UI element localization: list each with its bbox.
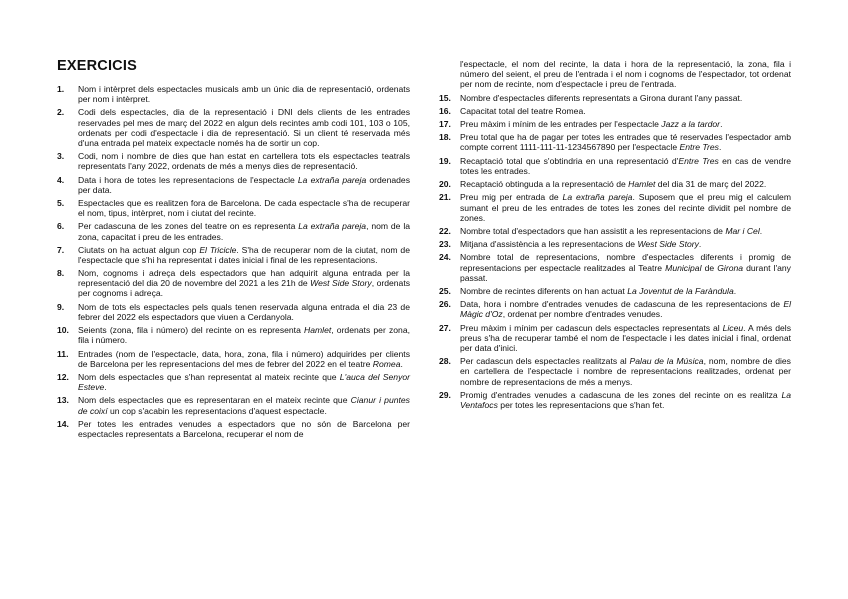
exercise-number: 3. (57, 151, 65, 162)
exercise-item (439, 299, 791, 319)
exercise-14-continuation: l'espectacle, el nom del recinte, la data i hora de la representació, la zona, fila i número del seient, el preu de l'entrada i el nom i cognoms de l'espectador, tot ordenat per nom de recinte, nom d'espectacle i preu de l'entrada. (460, 59, 791, 90)
exercise-item (439, 390, 791, 410)
page-title: EXERCICIS (57, 58, 137, 74)
exercise-number: 23. (439, 239, 451, 250)
exercise-text: Codi, nom i nombre de dies que han estat en cartellera tots els espectacles teatrals representats l'any 2022, ordenats de més a menys dies de representació. (78, 151, 410, 172)
exercise-number: 29. (439, 389, 451, 400)
exercise-text: Nom de tots els espectacles pels quals tenen reservada alguna entrada el dia 23 de febrer del 2022 els espectadors que viuen a Cerdanyola. (78, 301, 410, 322)
exercise-text: Nombre total d'espectadors que han assistit a les representacions de Mar i Cel. (460, 225, 763, 236)
exercise-number: 15. (439, 92, 451, 103)
exercise-item (57, 268, 410, 298)
exercise-number: 9. (57, 301, 65, 312)
exercise-text: Ciutats on ha actuat algun cop El Tricicle. S'ha de recuperar nom de la ciutat, nom de l'espectacle que s'hi ha representat i dates inicial i final de les representacions. (78, 244, 410, 265)
exercise-item (439, 252, 791, 282)
exercise-number: 8. (57, 268, 65, 279)
exercise-text: Per cadascun dels espectacles realitzats al Palau de la Música, nom, nombre de dies en cartellera de l'espectacle i nombre de representacions realitzades, ordenat per nombre de representacions de més a menys. (460, 356, 791, 387)
exercise-text: Seients (zona, fila i número) del recinte on es representa Hamlet, ordenats per zona, fila i número. (78, 325, 410, 346)
exercise-number: 5. (57, 197, 65, 208)
exercise-number: 1. (57, 84, 65, 94)
exercise-number: 2. (57, 107, 65, 118)
exercise-text: Data i hora de totes les representacions de l'espectacle La extraña pareja ordenades per data. (78, 174, 410, 195)
exercise-number: 14. (57, 418, 69, 429)
exercise-list-left (57, 84, 410, 442)
exercise-number: 11. (57, 348, 69, 359)
exercise-number: 17. (439, 119, 451, 130)
exercise-item (57, 245, 410, 265)
exercise-number: 26. (439, 299, 451, 310)
exercise-number: 10. (57, 325, 69, 336)
exercise-text: Preu màxim i mínim per cadascun dels espectacles representats al Liceu. A més dels preus s'ha de recuperar també el nom de l'espectacle i les dates inicial i final, ordenat per data d'inici. (460, 322, 791, 353)
exercise-number: 18. (439, 132, 451, 143)
exercise-text: Codi dels espectacles, dia de la representació i DNI dels clients de les entrades reservades pel mes de març del 2022 en algun dels recintes amb codi 101, 103 o 105, ordenats per codi d'espectacle i dia de representació. Si un client té reservada més d'una entrada pel mateix expectacle només ha de sortir un cop. (78, 107, 410, 148)
exercise-item (439, 119, 791, 129)
exercise-number: 27. (439, 322, 451, 333)
exercise-text: Promig d'entrades venudes a cadascuna de les zones del recinte on es realitza La Ventafocs per totes les representacions que s'han fet. (460, 389, 791, 410)
exercise-item (57, 325, 410, 345)
exercise-text: Mitjana d'assistència a les representacions de West Side Story. (460, 239, 702, 250)
exercise-item (57, 107, 410, 148)
exercise-item (57, 198, 410, 218)
exercise-number: 28. (439, 356, 451, 367)
exercise-text: Recaptació total que s'obtindria en una representació d'Entre Tres en cas de vendre totes les entrades. (460, 155, 791, 176)
exercise-item (439, 192, 791, 222)
exercise-item (439, 179, 791, 189)
exercise-number: 13. (57, 395, 69, 406)
exercise-text: Nombre de recintes diferents on han actuat La Joventut de la Faràndula. (460, 286, 737, 296)
exercise-text: Nom dels espectacles que s'han representat al mateix recinte que L'auca del Senyor Esteve. (78, 371, 411, 393)
exercise-text: Nombre total de representacions, nombre d'espectacles diferents i promig de representacions per espectacle realitzades al Teatre Municipal de Girona durant l'any passat. (460, 252, 791, 283)
exercise-number: 16. (439, 105, 451, 116)
exercise-text: Nom i intèrpret dels espectacles musicals amb un únic dia de representació, ordenats per nom i intèrpret. (78, 84, 410, 105)
exercise-item (439, 356, 791, 386)
exercise-text: Nombre d'espectacles diferents representats a Girona durant l'any passat. (460, 92, 743, 103)
exercise-text: Capacitat total del teatre Romea. (460, 105, 586, 116)
exercise-text: Per cadascuna de les zones del teatre on es representa La extraña pareja, nom de la zona, capacitat i preu de les entrades. (78, 221, 411, 242)
exercise-item (57, 84, 410, 104)
exercise-number: 12. (57, 371, 69, 382)
exercise-text: Data, hora i nombre d'entrades venudes de cadascuna de les representacions de El Màgic d'Oz, ordenat per nombre d'entrades venudes. (460, 299, 791, 320)
exercise-number: 19. (439, 155, 451, 166)
exercise-text: Entrades (nom de l'espectacle, data, hora, zona, fila i número) adquirides per clients de Barcelona per les representacions del mes de febrer del 2022 en el teatre Romea. (78, 348, 410, 369)
exercise-item (57, 372, 410, 392)
exercise-text: Preu mig per entrada de La extraña pareja. Suposem que el preu mig el calculem sumant el preu de les entrades de totes les zones del recinte dividit pel nombre de zones. (460, 192, 791, 223)
exercise-item (57, 221, 410, 241)
exercise-list-right (439, 59, 791, 413)
exercise-item (439, 106, 791, 116)
exercise-item (57, 395, 410, 415)
exercise-item (439, 132, 791, 152)
exercise-item (57, 302, 410, 322)
exercise-text: Per totes les entrades venudes a espectadors que no són de Barcelona per espectacles representats a Barcelona, recuperar el nom de (78, 418, 410, 439)
exercise-text: Recaptació obtinguda a la representació de Hamlet del dia 31 de març del 2022. (460, 179, 767, 190)
exercise-number: 22. (439, 225, 451, 236)
exercise-text: Nom, cognoms i adreça dels espectadors que han adquirit alguna entrada per la representació del dia 20 de novembre del 2021 a les 21h de West Side Story, ordenats per cognoms i adreça. (78, 268, 411, 299)
exercise-text: Preu total que ha de pagar per totes les entrades que té reservades l'espectador amb compte corrent 1111-111-11-1234567890 per l'espectacle Entre Tres. (460, 132, 791, 153)
exercise-text: Preu màxim i mínim de les entrades per l'espectacle Jazz a la tardor. (460, 119, 723, 130)
exercise-number: 7. (57, 244, 65, 255)
exercise-number: 24. (439, 252, 451, 263)
exercise-item (439, 323, 791, 353)
exercise-text: Nom dels espectacles que es representaran en el mateix recinte que Cianur i puntes de coixí un cop s'acabin les representacions d'aquest espectacle. (78, 395, 410, 416)
exercise-item (57, 151, 410, 171)
exercise-number: 6. (57, 221, 65, 232)
exercise-item (439, 226, 791, 236)
exercise-number: 25. (439, 286, 451, 296)
exercise-item (439, 156, 791, 176)
exercise-item (439, 239, 791, 249)
exercise-number: 20. (439, 179, 451, 190)
exercise-item (57, 349, 410, 369)
exercise-number: 21. (439, 192, 451, 203)
exercise-item (439, 286, 791, 296)
exercise-item (57, 175, 410, 195)
exercise-text: Espectacles que es realitzen fora de Barcelona. De cada espectacle s'ha de recuperar el nom, tipus, intèrpret, nom i ciutat del recinte. (78, 197, 410, 219)
exercise-item (439, 93, 791, 103)
exercise-number: 4. (57, 174, 65, 185)
exercise-item (57, 419, 410, 439)
